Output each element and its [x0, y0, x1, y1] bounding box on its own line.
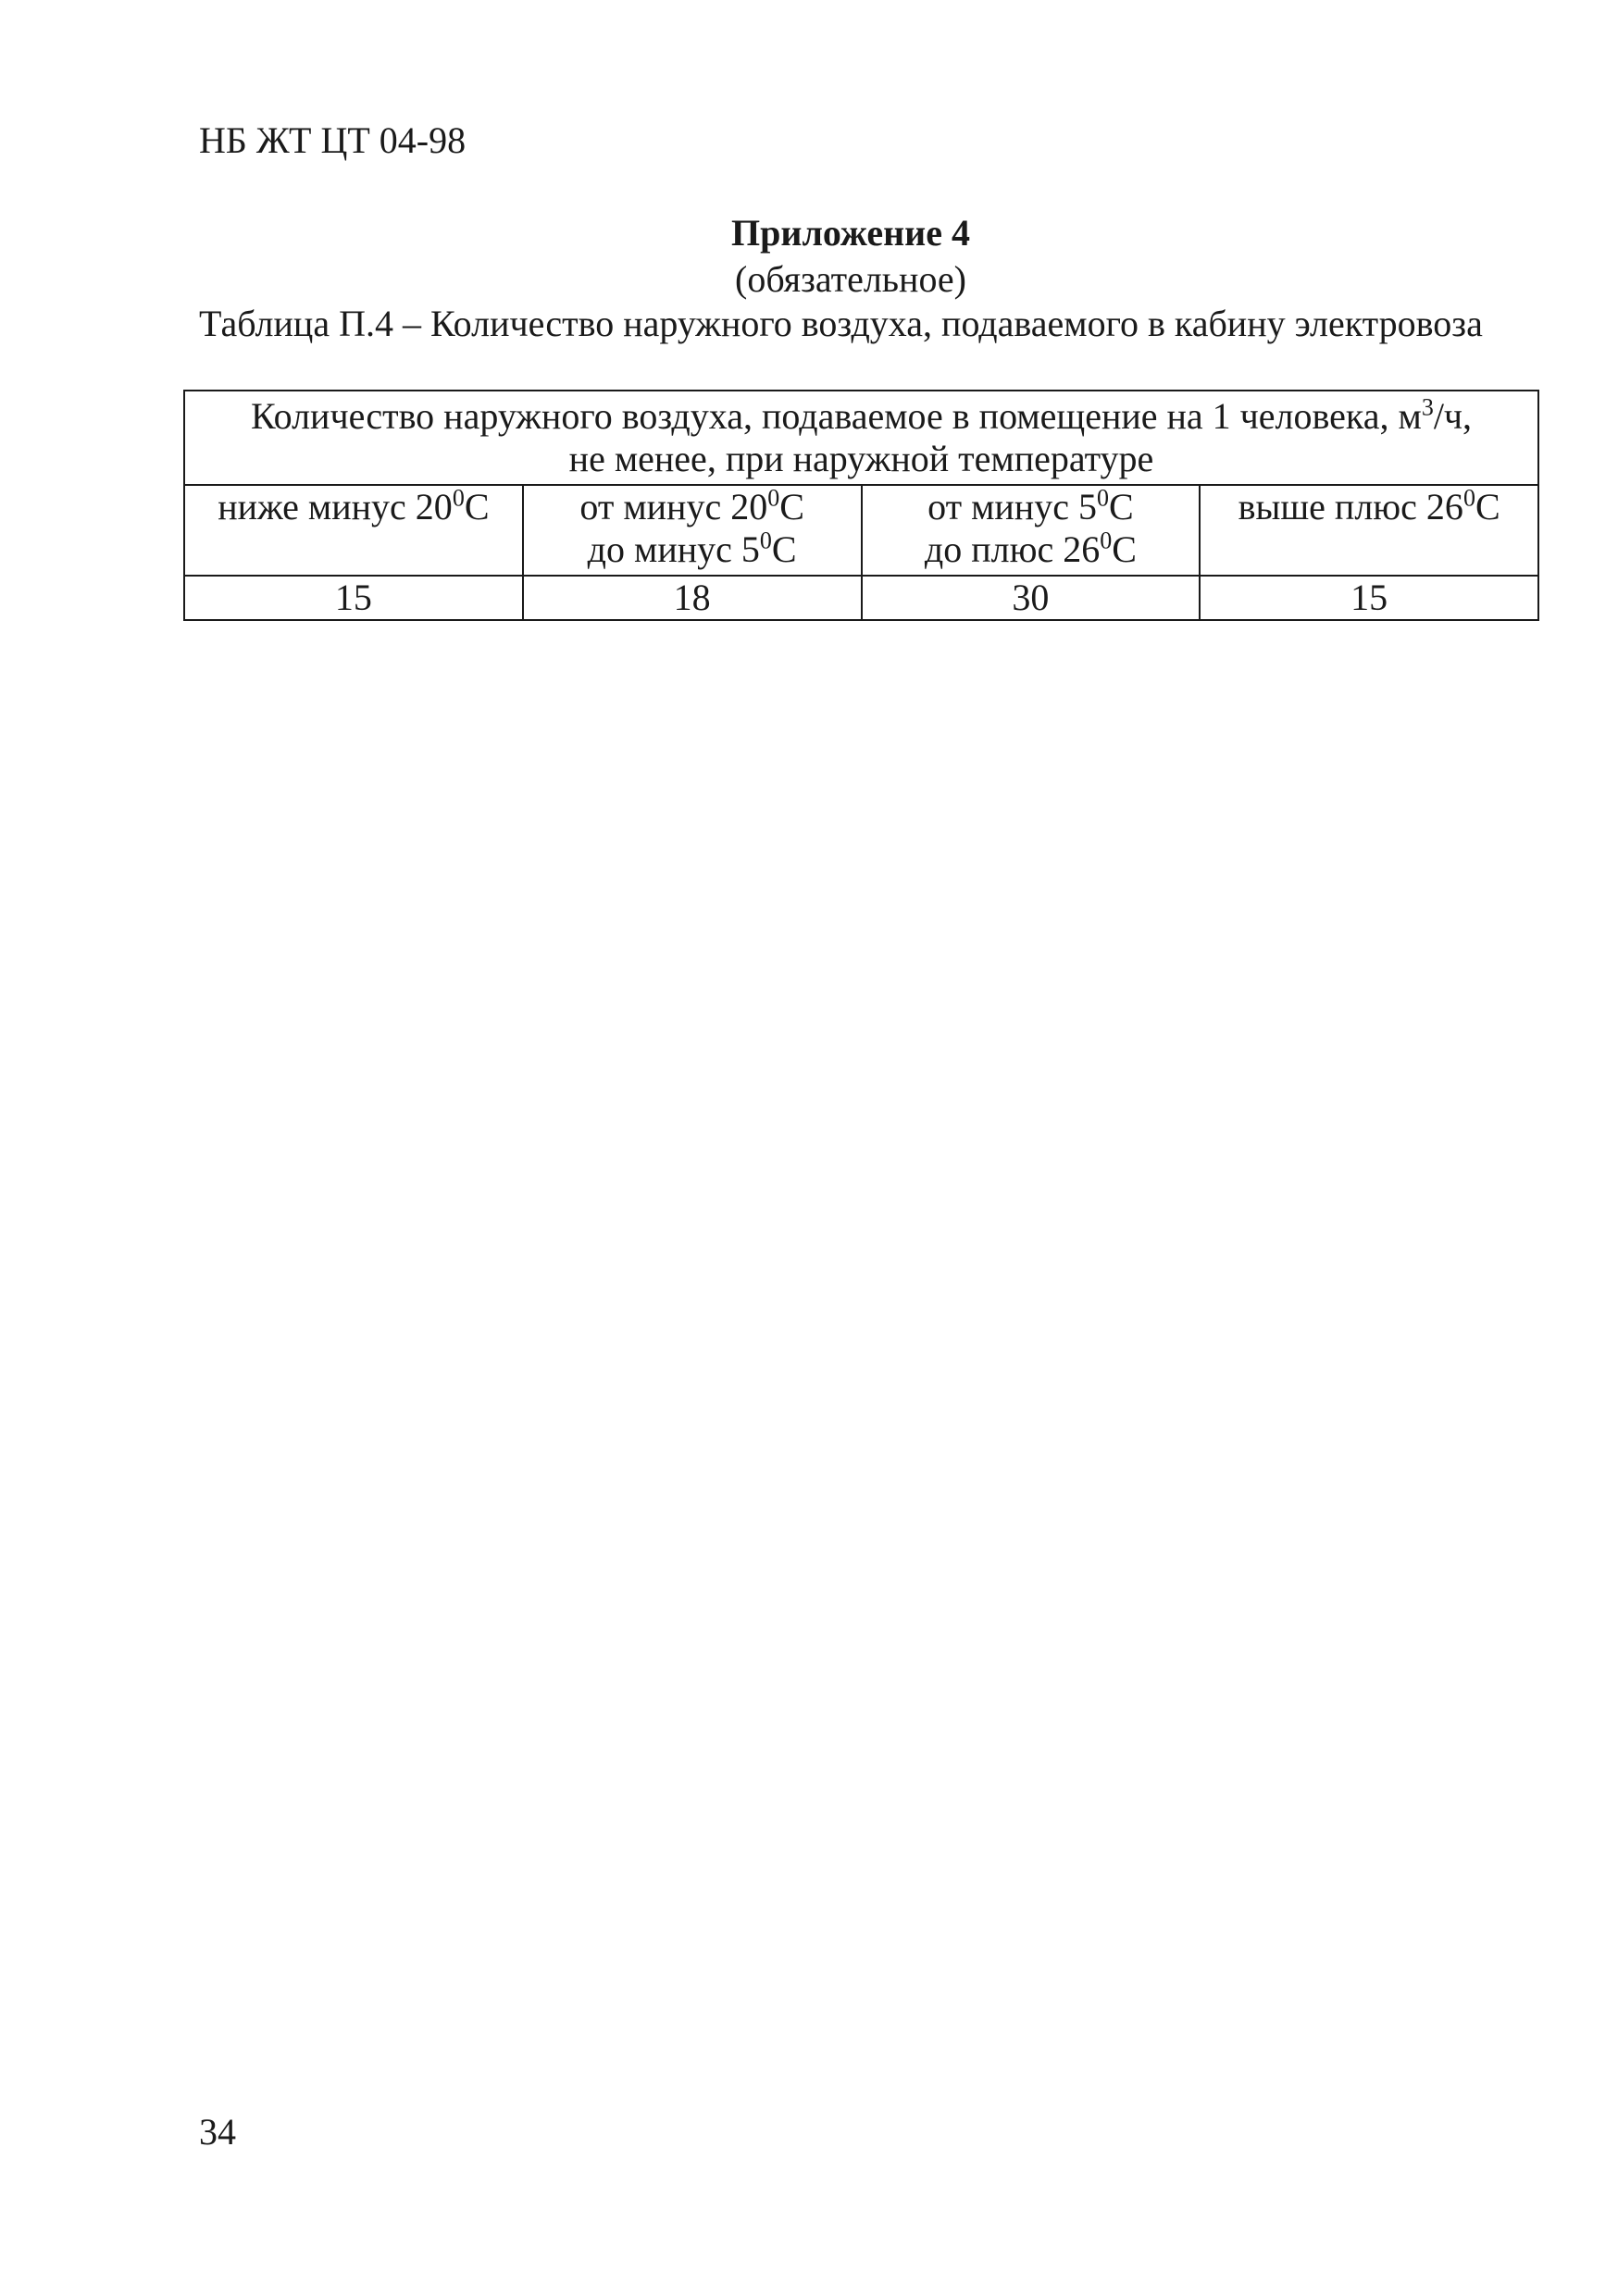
table-header-cell	[184, 391, 1538, 485]
value-cell: 15	[184, 576, 523, 620]
temperature-cell	[1200, 485, 1538, 576]
degree-superscript: 0	[452, 484, 465, 512]
page-number: 34	[199, 2111, 236, 2153]
temp-unit: С	[779, 486, 804, 527]
temperature-cell	[184, 485, 523, 576]
value-cell: 30	[862, 576, 1201, 620]
header-line1-text: Количество наружного воздуха, подаваемое в помещение на 1 человека, м	[250, 395, 1422, 437]
temp-label-text: до плюс 26	[924, 528, 1101, 570]
appendix-title: Приложение 4	[731, 212, 970, 254]
header-line2-text: не менее, при наружной температуре	[568, 438, 1154, 479]
degree-superscript: 0	[1100, 527, 1113, 554]
temp-unit: С	[1112, 528, 1137, 570]
table-header-row	[184, 391, 1538, 485]
temp-label-text: от минус 5	[927, 486, 1097, 527]
temp-unit: С	[464, 486, 490, 527]
temp-unit: С	[771, 528, 797, 570]
degree-superscript: 0	[767, 484, 780, 512]
appendix-status: (обязательное)	[735, 258, 966, 300]
temp-label-text: до минус 5	[587, 528, 760, 570]
temp-label-text: от минус 20	[579, 486, 768, 527]
temp-unit: С	[1108, 486, 1134, 527]
air-supply-table	[183, 390, 1539, 621]
degree-superscript: 0	[759, 527, 772, 554]
temp-unit: С	[1475, 486, 1500, 527]
table-caption: Таблица П.4 – Количество наружного воздуха, подаваемого в кабину электровоза	[199, 303, 1483, 344]
temperature-row	[184, 485, 1538, 576]
values-row	[184, 576, 1538, 620]
temp-label-text: ниже минус 20	[218, 486, 453, 527]
value-cell: 18	[523, 576, 862, 620]
header-line1-unit-end: /ч,	[1433, 395, 1473, 437]
degree-superscript: 0	[1096, 484, 1109, 512]
temperature-cell	[862, 485, 1201, 576]
degree-superscript: 0	[1462, 484, 1475, 512]
value-cell: 15	[1200, 576, 1538, 620]
temperature-cell	[523, 485, 862, 576]
header-unit-superscript: 3	[1421, 393, 1434, 421]
temp-label-text: выше плюс 26	[1238, 486, 1463, 527]
document-code: НБ ЖТ ЦТ 04-98	[199, 119, 467, 161]
